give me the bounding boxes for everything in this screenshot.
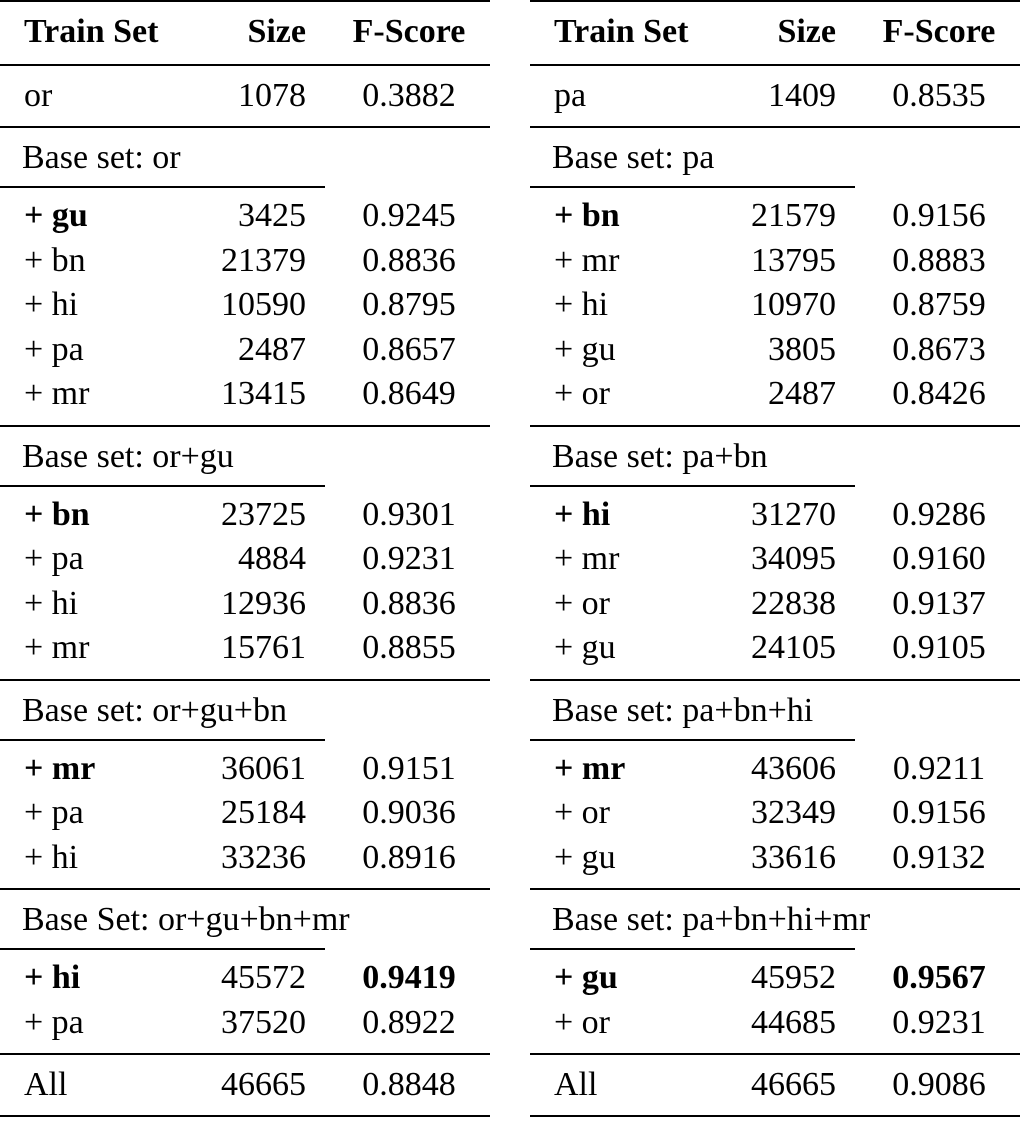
table-row: [0, 194, 490, 238]
bottom-rule: [0, 1115, 490, 1117]
size-cell: 33616: [751, 838, 836, 876]
train-set-cell: + bn: [24, 495, 90, 533]
train-set-cell: + hi: [24, 286, 79, 323]
train-set-cell: + gu: [554, 959, 618, 996]
block-rule: [530, 888, 1020, 890]
f-score-cell: 0.8649: [362, 375, 456, 412]
size-cell: 3425: [238, 197, 306, 234]
f-score-cell: 0.9301: [362, 495, 456, 533]
train-set-cell: + mr: [24, 629, 90, 666]
all-row: [0, 1063, 490, 1107]
size-cell: 13795: [751, 241, 836, 279]
f-score-cell: 0.8836: [362, 584, 456, 622]
size-cell: 12936: [221, 584, 306, 622]
size-cell: 21379: [221, 241, 306, 279]
size-cell: 45952: [751, 959, 836, 996]
base-set-row: [0, 435, 490, 479]
block-rule: [530, 126, 1020, 128]
size-cell: 23725: [221, 495, 306, 533]
table-row: [530, 328, 1020, 372]
table-row: [530, 537, 1020, 581]
train-set-cell: + pa: [24, 330, 84, 368]
header-train-set: Train Set: [24, 13, 159, 50]
f-score-cell: 0.9245: [362, 197, 456, 234]
table-row: [0, 283, 490, 327]
f-score-cell: 0.8855: [362, 629, 456, 666]
table-row: [0, 747, 490, 791]
f-score-cell: 0.8795: [362, 286, 456, 323]
size-cell: 36061: [221, 749, 306, 787]
header-f-score: F-Score: [882, 13, 996, 50]
train-set-cell: + gu: [554, 629, 616, 666]
base-set-row: [0, 898, 490, 942]
train-set-cell: + hi: [24, 959, 81, 996]
table-row: [530, 836, 1020, 880]
top-rule: [0, 0, 490, 2]
all-train: All: [554, 1066, 598, 1103]
base-set-rule: [0, 485, 325, 487]
base-set-label: Base Set: or+gu+bn+mr: [22, 901, 350, 938]
table-row: [530, 372, 1020, 416]
base-set-label: Base set: or: [22, 139, 181, 176]
all-train: All: [24, 1066, 68, 1103]
size-cell: 31270: [751, 495, 836, 533]
block-rule: [530, 425, 1020, 427]
f-score-cell: 0.8759: [892, 286, 986, 323]
train-set-cell: + mr: [554, 241, 620, 279]
f-score-cell: 0.8673: [892, 330, 986, 368]
table-row: [0, 582, 490, 626]
f-score-cell: 0.9156: [892, 794, 986, 831]
table-row: [530, 626, 1020, 670]
initial-row: [0, 74, 490, 118]
base-set-label: Base set: pa+bn+hi: [552, 691, 814, 729]
base-set-rule: [0, 739, 325, 741]
size-cell: 43606: [751, 749, 836, 787]
header-size: Size: [247, 13, 306, 50]
base-set-row: [530, 689, 1020, 733]
f-score-cell: 0.8883: [892, 241, 986, 279]
table-row: [530, 956, 1020, 1000]
base-set-label: Base set: pa+bn+hi+mr: [552, 901, 871, 938]
size-cell: 10970: [751, 286, 836, 323]
train-set-cell: + gu: [554, 330, 616, 368]
train-set-cell: + pa: [24, 1003, 84, 1041]
all-size: 46665: [751, 1066, 836, 1103]
f-score-cell: 0.9231: [362, 540, 456, 577]
all-rule: [0, 1053, 490, 1055]
train-set-cell: + or: [554, 1003, 610, 1041]
initial-size: 1078: [238, 77, 306, 114]
f-score-cell: 0.9036: [362, 794, 456, 831]
table-row: [0, 836, 490, 880]
train-set-cell: + mr: [554, 540, 620, 577]
size-cell: 13415: [221, 375, 306, 412]
f-score-cell: 0.8657: [362, 330, 456, 368]
f-score-cell: 0.9105: [892, 629, 986, 666]
size-cell: 21579: [751, 197, 836, 234]
size-cell: 34095: [751, 540, 836, 577]
table-row: [530, 582, 1020, 626]
train-set-cell: + mr: [24, 375, 90, 412]
base-set-label: Base set: or+gu: [22, 437, 234, 475]
block-rule: [0, 425, 490, 427]
block-rule: [0, 126, 490, 128]
size-cell: 15761: [221, 629, 306, 666]
size-cell: 22838: [751, 584, 836, 622]
block-rule: [530, 679, 1020, 681]
f-score-cell: 0.9160: [892, 540, 986, 577]
train-set-cell: + bn: [554, 197, 620, 234]
train-set-cell: + mr: [24, 749, 96, 787]
header-size: Size: [777, 13, 836, 50]
size-cell: 2487: [238, 330, 306, 368]
base-set-row: [530, 136, 1020, 180]
base-set-label: Base set: pa+bn: [552, 437, 768, 475]
train-set-cell: + hi: [24, 838, 79, 876]
size-cell: 33236: [221, 838, 306, 876]
train-set-cell: + or: [554, 584, 610, 622]
header-train-set: Train Set: [554, 13, 689, 50]
header-row: [530, 10, 1020, 54]
size-cell: 45572: [221, 959, 306, 996]
f-score-cell: 0.9137: [892, 584, 986, 622]
train-set-cell: + mr: [554, 749, 626, 787]
size-cell: 44685: [751, 1003, 836, 1041]
all-fscore: 0.9086: [892, 1066, 986, 1103]
base-set-label: Base set: pa: [552, 139, 715, 176]
header-f-score: F-Score: [352, 13, 466, 50]
table-row: [530, 493, 1020, 537]
f-score-cell: 0.9156: [892, 197, 986, 234]
base-set-rule: [530, 948, 855, 950]
table-row: [0, 493, 490, 537]
train-set-cell: + hi: [24, 584, 79, 622]
train-set-cell: + or: [554, 794, 610, 831]
table-row: [0, 956, 490, 1000]
top-rule: [530, 0, 1020, 2]
all-size: 46665: [221, 1066, 306, 1103]
f-score-cell: 0.9567: [892, 959, 986, 996]
train-set-cell: + gu: [24, 197, 88, 234]
train-set-cell: + pa: [24, 540, 84, 577]
size-cell: 37520: [221, 1003, 306, 1041]
table-row: [0, 626, 490, 670]
f-score-cell: 0.9286: [892, 495, 986, 533]
header-rule: [530, 64, 1020, 66]
train-set-cell: + bn: [24, 241, 86, 279]
block-rule: [0, 888, 490, 890]
block-rule: [0, 679, 490, 681]
size-cell: 24105: [751, 629, 836, 666]
f-score-cell: 0.8916: [362, 838, 456, 876]
f-score-cell: 0.9151: [362, 749, 456, 787]
initial-fscore: 0.8535: [892, 77, 986, 114]
table-row: [530, 194, 1020, 238]
size-cell: 25184: [221, 794, 306, 831]
train-set-cell: + hi: [554, 286, 609, 323]
header-row: [0, 10, 490, 54]
base-set-row: [0, 136, 490, 180]
size-cell: 3805: [768, 330, 836, 368]
base-set-row: [530, 898, 1020, 942]
table-row: [530, 791, 1020, 835]
f-score-cell: 0.9419: [362, 959, 456, 996]
all-row: [530, 1063, 1020, 1107]
bottom-rule: [530, 1115, 1020, 1117]
initial-size: 1409: [768, 77, 836, 114]
size-cell: 2487: [768, 375, 836, 412]
table-row: [0, 239, 490, 283]
base-set-rule: [530, 186, 855, 188]
table-row: [530, 747, 1020, 791]
initial-row: [530, 74, 1020, 118]
initial-train: pa: [554, 77, 587, 114]
table-row: [530, 239, 1020, 283]
table-row: [0, 791, 490, 835]
base-set-row: [0, 689, 490, 733]
f-score-cell: 0.9211: [892, 749, 986, 787]
all-rule: [530, 1053, 1020, 1055]
f-score-cell: 0.9231: [892, 1003, 986, 1041]
table-row: [0, 1001, 490, 1045]
f-score-cell: 0.8922: [362, 1003, 456, 1041]
size-cell: 32349: [751, 794, 836, 831]
size-cell: 4884: [238, 540, 306, 577]
train-set-cell: + gu: [554, 838, 616, 876]
f-score-cell: 0.9132: [892, 838, 986, 876]
train-set-cell: + hi: [554, 495, 611, 533]
table-row: [530, 283, 1020, 327]
base-set-label: Base set: or+gu+bn: [22, 691, 287, 729]
header-rule: [0, 64, 490, 66]
train-set-cell: + pa: [24, 794, 84, 831]
all-fscore: 0.8848: [362, 1066, 456, 1103]
table-row: [0, 537, 490, 581]
f-score-cell: 0.8426: [892, 375, 986, 412]
train-set-cell: + or: [554, 375, 610, 412]
size-cell: 10590: [221, 286, 306, 323]
base-set-row: [530, 435, 1020, 479]
f-score-cell: 0.8836: [362, 241, 456, 279]
table-row: [530, 1001, 1020, 1045]
table-row: [0, 328, 490, 372]
table-row: [0, 372, 490, 416]
base-set-rule: [0, 948, 325, 950]
initial-train: or: [24, 77, 53, 114]
initial-fscore: 0.3882: [362, 77, 456, 114]
base-set-rule: [530, 485, 855, 487]
base-set-rule: [0, 186, 325, 188]
base-set-rule: [530, 739, 855, 741]
